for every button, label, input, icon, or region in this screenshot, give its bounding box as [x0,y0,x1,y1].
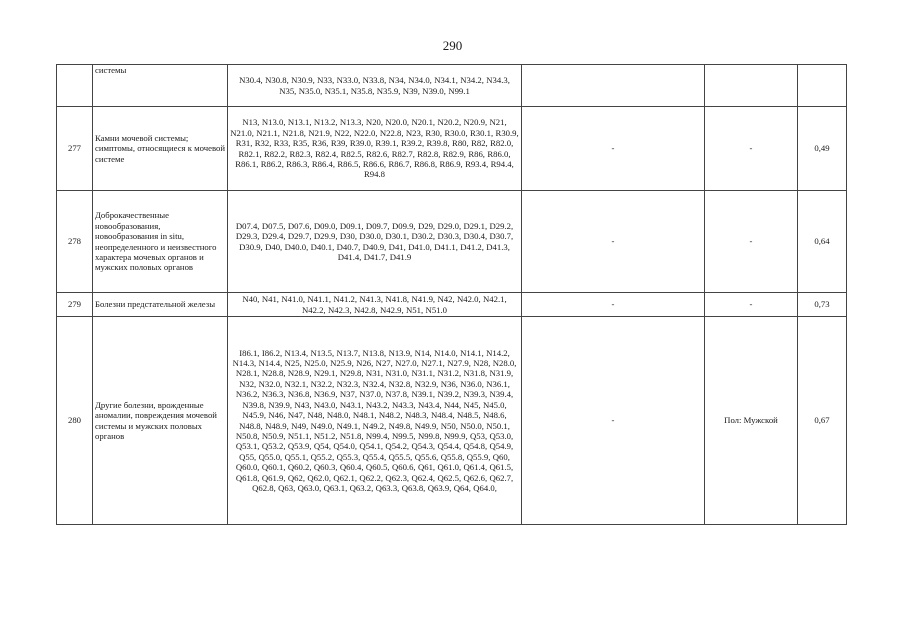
row-number [57,65,93,107]
row-number: 277 [57,107,93,191]
row-number: 279 [57,293,93,317]
page-number: 290 [442,38,463,53]
table-row [57,65,847,107]
extra-criteria-cell [705,65,798,107]
extra-criteria-cell: Пол: Мужской [705,317,798,525]
coefficient: 0,64 [798,191,847,293]
diagnosis-codes: N13, N13.0, N13.1, N13.2, N13.3, N20, N20.0, N20.1, N20.2, N20.9, N21, N21.0, N21.1, N21.8, N21.9, N22, N22.0, N22.8, N23, R30, R30.0, R30.1, R30.9, R31, R32, R33, R35, R36, R39, R39.0, R39.1, R39.2, R39.8, R80, R82, R82.0, R82.1, R82.2, R82.3, R82.4, R82.5, R82.6, R82.7, R82.8, R82.9, R86, R86.0, R86.1, R86.2, R86.3, R86.4, R86.5, R86.6, R86.7, R86.8, R86.9, R93.4, R94.4, R94.8 [228,107,522,191]
diagnosis-codes: N30.4, N30.8, N30.9, N33, N33.0, N33.8, N34, N34.0, N34.1, N34.2, N34.3, N35, N35.0, N35.1, N35.8, N35.9, N39, N39.0, N99.1 [228,65,522,107]
group-name: Доброкачественные новообразования, новообразования in situ, неопределенного и неизвестного характера мочевых органов и мужских половых органов [93,191,228,293]
criteria-cell: - [522,293,705,317]
extra-criteria-cell: - [705,293,798,317]
table-row [57,317,847,525]
extra-criteria-cell: - [705,191,798,293]
group-name: Болезни предстательной железы [93,293,228,317]
table-row [57,107,847,191]
coefficient [798,65,847,107]
criteria-cell: - [522,191,705,293]
row-number: 278 [57,191,93,293]
coefficient: 0,67 [798,317,847,525]
coefficient: 0,49 [798,107,847,191]
tariff-table [56,64,847,525]
diagnosis-codes: I86.1, I86.2, N13.4, N13.5, N13.7, N13.8, N13.9, N14, N14.0, N14.1, N14.2, N14.3, N14.4, N25, N25.0, N25.9, N26, N27, N27.0, N27.1, N27.9, N28, N28.0, N28.1, N28.8, N28.9, N29.1, N29.8, N31, N31.0, N31.1, N31.2, N31.8, N31.9, N32, N32.0, N32.1, N32.2, N32.3, N32.4, N32.8, N32.9, N36, N36.0, N36.1, N36.2, N36.3, N36.8, N36.9, N37, N37.0, N37.8, N39.1, N39.2, N39.3, N39.4, N39.8, N39.9, N43, N43.0, N43.1, N43.2, N43.3, N43.4, N44, N45, N45.0, N45.9, N46, N47, N48, N48.0, N48.1, N48.2, N48.3, N48.4, N48.5, N48.6, N48.8, N48.9, N49, N49.0, N49.1, N49.2, N49.8, N49.9, N50, N50.0, N50.1, N50.8, N50.9, N51.1, N51.2, N51.8, N99.4, N99.5, N99.8, N99.9, Q53, Q53.0, Q53.1, Q53.2, Q53.9, Q54, Q54.0, Q54.1, Q54.2, Q54.3, Q54.4, Q54.8, Q54.9, Q55, Q55.0, Q55.1, Q55.2, Q55.3, Q55.4, Q55.5, Q55.6, Q55.8, Q55.9, Q60, Q60.0, Q60.1, Q60.2, Q60.3, Q60.4, Q60.5, Q60.6, Q61, Q61.0, Q61.4, Q61.5, Q61.8, Q61.9, Q62, Q62.0, Q62.1, Q62.2, Q62.3, Q62.4, Q62.5, Q62.6, Q62.7, Q62.8, Q63, Q63.0, Q63.1, Q63.2, Q63.3, Q63.8, Q63.9, Q64, Q64.0, [228,317,522,525]
criteria-cell: - [522,317,705,525]
diagnosis-codes: D07.4, D07.5, D07.6, D09.0, D09.1, D09.7, D09.9, D29, D29.0, D29.1, D29.2, D29.3, D29.4, D29.7, D29.9, D30, D30.0, D30.1, D30.2, D30.3, D30.4, D30.7, D30.9, D40, D40.0, D40.1, D40.7, D40.9, D41, D41.0, D41.1, D41.2, D41.3, D41.4, D41.7, D41.9 [228,191,522,293]
row-number: 280 [57,317,93,525]
table-row [57,191,847,293]
table-row [57,293,847,317]
group-name: Камни мочевой системы; симптомы, относящиеся к мочевой системе [93,107,228,191]
diagnosis-codes: N40, N41, N41.0, N41.1, N41.2, N41.3, N41.8, N41.9, N42, N42.0, N42.1, N42.2, N42.3, N42.8, N42.9, N51, N51.0 [228,293,522,317]
group-name: системы [93,65,228,107]
criteria-cell: - [522,107,705,191]
coefficient: 0,73 [798,293,847,317]
group-name: Другие болезни, врожденные аномалии, повреждения мочевой системы и мужских половых органов [93,317,228,525]
extra-criteria-cell: - [705,107,798,191]
criteria-cell [522,65,705,107]
